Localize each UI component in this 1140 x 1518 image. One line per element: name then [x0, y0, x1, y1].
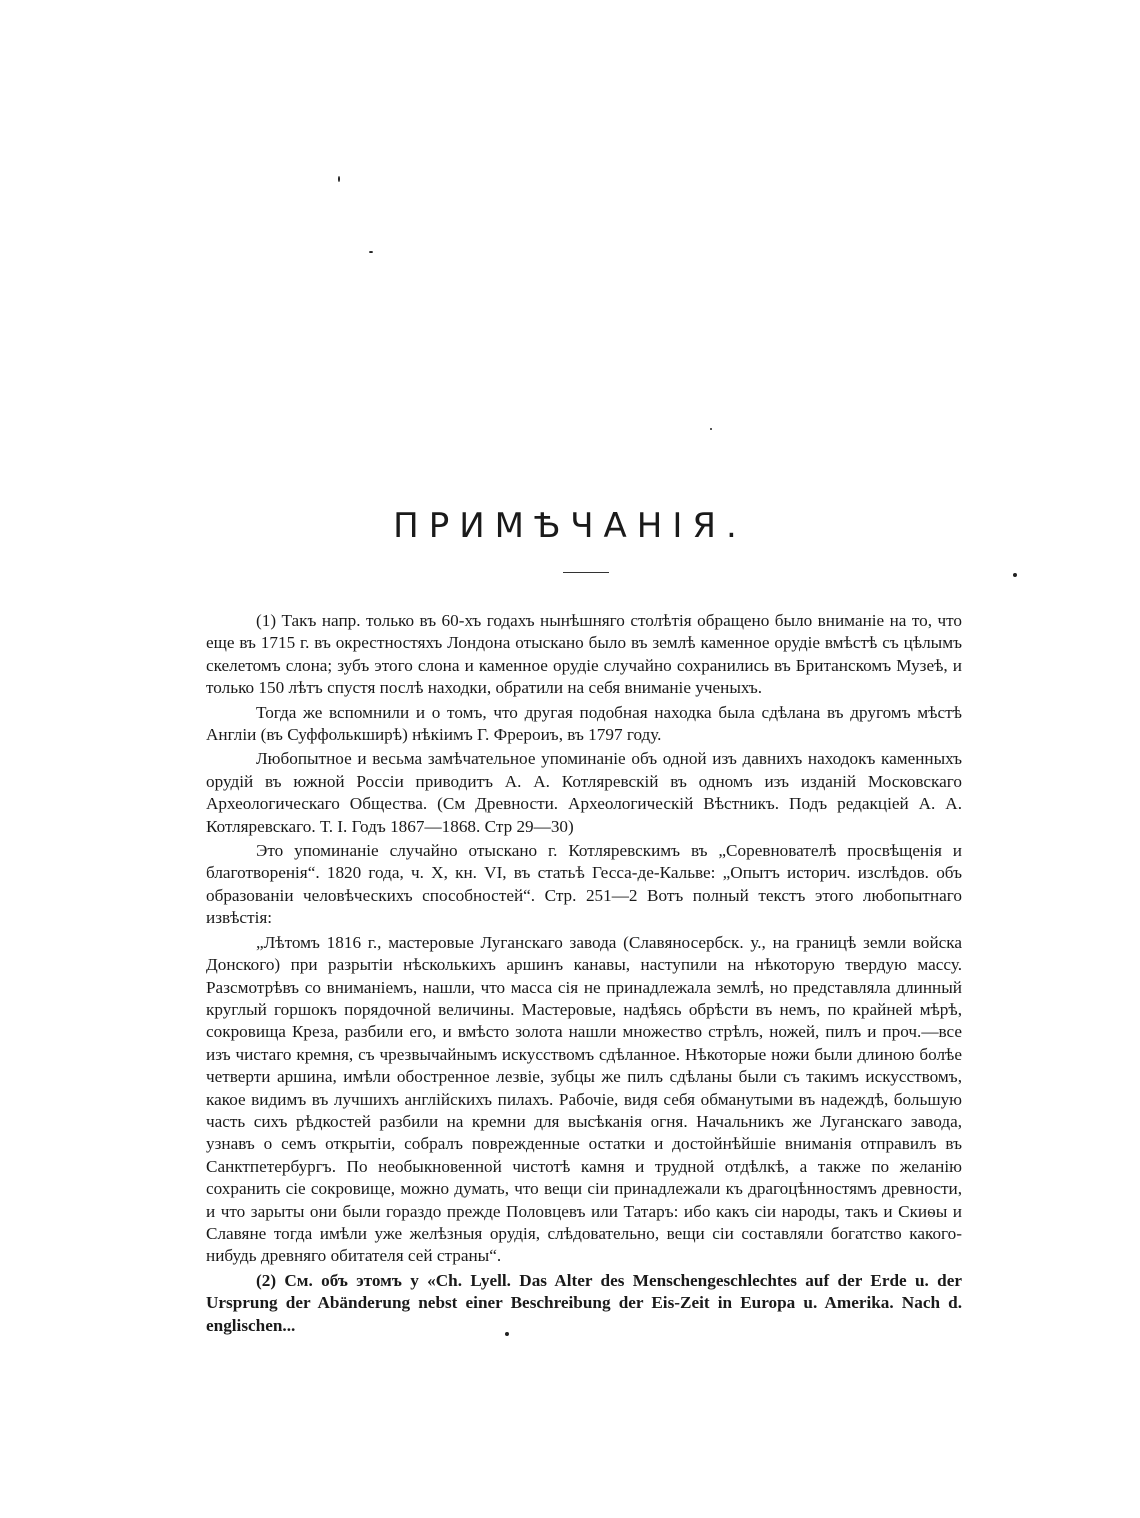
note-1-paragraph: (1) Такъ напр. только въ 60-хъ годахъ нынѣшняго столѣтія обращено было вниманіе на то, что еще въ 1715 г. въ окрестностяхъ Лондона отыскано было въ землѣ каменное орудіе вмѣстѣ съ цѣлымъ скелетомъ слона; зубъ этого слона и каменное орудіе случайно сохранились въ Британскомъ Музеѣ, и только 150 лѣтъ спустя послѣ находки, обратили на себя вниманіе ученыхъ.	[206, 611, 962, 698]
note-1-paragraph-4: Это упоминаніе случайно отыскано г. Котляревскимъ въ „Соревнователѣ просвѣщенія и благотворенія“. 1820 года, ч. X, кн. VI, въ статьѣ Гесса-де-Кальве: „Опытъ историч. изслѣдов. объ образованіи человѣческихъ способностей“. Стр. 251—2 Вотъ полный текстъ этого любопытнаго извѣстія:	[206, 841, 962, 928]
notes-body	[206, 610, 962, 1337]
note-1-quotation: „Лѣтомъ 1816 г., мастеровые Луганскаго завода (Славяносербск. у., на границѣ земли войска Донского) при разрытіи нѣсколькихъ аршинъ канавы, наступили на нѣкоторую твердую массу. Разсмотрѣвъ со вниманіемъ, нашли, что масса сія не принадлежала землѣ, но представляла длинный круглый горшокъ порядочной величины. Мастеровые, надѣясь обрѣсти въ немъ, по крайней мѣрѣ, сокровища Креза, разбили его, и вмѣсто золота нашли множество стрѣлъ, ножей, пилъ и проч.—все изъ чистаго кремня, съ чрезвычайнымъ искусствомъ сдѣланное. Нѣкоторые ножи были длиною болѣе четверти аршина, имѣли обостренное лезвіе, зубцы же пилъ сдѣланы были съ такимъ искусствомъ, какое видимъ въ лучшихъ англійскихъ пилахъ. Рабочіе, видя себя обманутыми въ надеждѣ, большую часть сихъ рѣдкостей разбили на кремни для высѣканія огня. Начальникъ же Луганскаго завода, узнавъ о семъ открытіи, собралъ поврежденные остатки и достойнѣйшіе вниманія отправилъ въ Санктпетербургъ. По необыкновенной чистотѣ камня и трудной отдѣлкѣ, а также по желанію сохранить сіе сокровище, можно думать, что вещи сіи принадлежали къ драгоцѣнностямъ древности, и что зарыты они были гораздо прежде Половцевъ или Татаръ: ибо какъ сіи народы, такъ и Скиѳы и Славяне тогда имѣли уже желѣзныя орудія, слѣдовательно, вещи сіи составляли богатство какого-нибудь древняго обитателя сей страны“.	[206, 932, 962, 1266]
scan-speck	[369, 251, 373, 253]
scan-speck	[710, 428, 712, 430]
scan-speck	[505, 1332, 509, 1336]
title-divider	[563, 572, 609, 573]
page-title: ПРИМѢЧАНІЯ.	[393, 506, 747, 546]
note-1-paragraph-3: Любопытное и весьма замѣчательное упоминаніе объ одной изъ давнихъ находокъ каменныхъ орудій въ южной Россіи приводитъ А. А. Котляревскій въ одномъ изъ изданій Московскаго Археологическаго Общества. (См Древности. Археологическій Вѣстникъ. Подъ редакціей А. А. Котляревскаго. Т. I. Годъ 1867—1868. Стр 29—30)	[206, 749, 962, 836]
note-2-paragraph: (2) См. объ этомъ у «Ch. Lyell. Das Alter des Menschengeschlechtes auf der Erde u. der Ursprung der Abänderung nebst einer Beschreibung der Eis-Zeit in Europa u. Amerika. Nach d. englischen...	[206, 1270, 962, 1335]
scan-speck	[338, 176, 340, 182]
scan-speck	[1013, 573, 1017, 577]
note-1-paragraph-2: Тогда же вспомнили и о томъ, что другая подобная находка была сдѣлана въ другомъ мѣстѣ Англіи (въ Суффолькширѣ) нѣкіимъ Г. Фрероиъ, въ 1797 году.	[206, 702, 962, 745]
